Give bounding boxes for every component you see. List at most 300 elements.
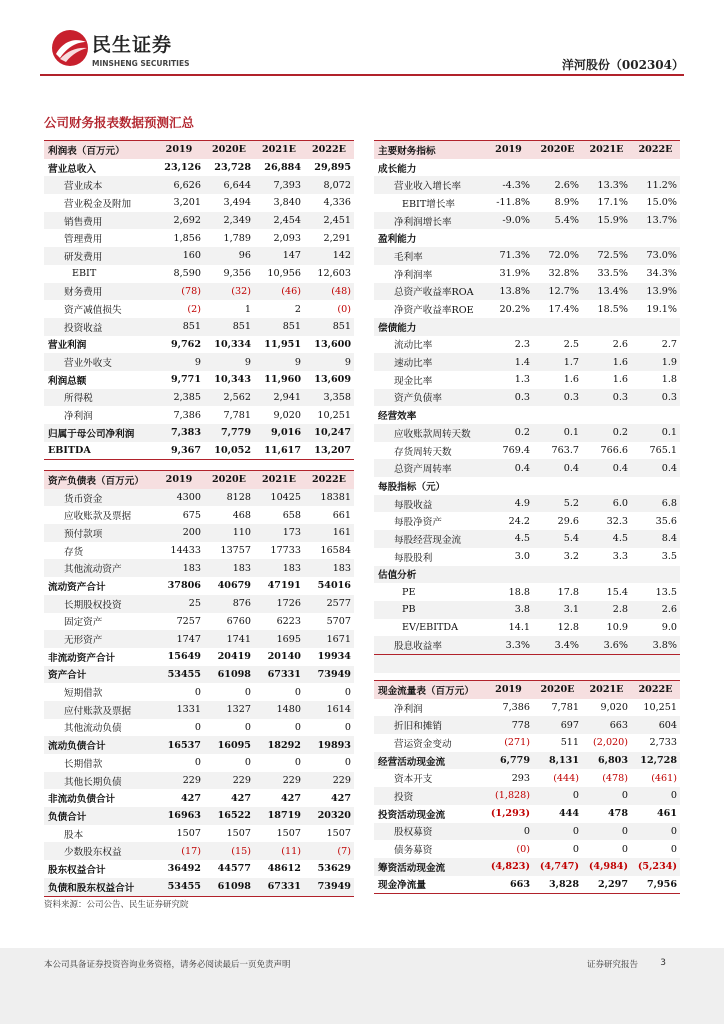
table-row [374,583,680,601]
table-row [374,477,680,495]
row-label: 其他流动负债 [64,723,122,735]
value-cell: 851 [254,318,304,336]
value-cell: 32.8% [548,268,579,280]
table-row [44,336,354,354]
header-cell: 2020E [204,141,254,159]
table-row [44,489,354,507]
value-cell: 0 [244,721,251,733]
value-cell: 0.2 [582,424,631,442]
value-cell: 3.8% [631,636,680,654]
value-cell: 468 [232,509,251,521]
row-label: 经营效率 [378,411,417,423]
value-cell: 658 [282,509,301,521]
value-cell: 1614 [304,701,354,719]
table-row [44,842,354,860]
value-cell: 72.0% [533,247,582,265]
value-cell: 18719 [254,807,304,825]
value-cell: 8,072 [304,176,354,194]
table-header-row [374,681,680,699]
table-row [374,442,680,460]
value-cell: 23,126 [164,162,201,174]
row-label: EBIT [72,268,97,280]
header-divider [40,74,684,76]
value-cell: 15.0% [646,197,677,209]
header-cell: 2021E [254,471,304,489]
value-cell: 17.1% [597,197,628,209]
value-cell: 1741 [204,630,254,648]
value-cell: 13.8% [484,283,533,301]
row-label: 股本 [64,829,84,841]
value-cell: 40679 [217,580,251,592]
table-row [374,371,680,389]
value-cell: 1747 [154,630,204,648]
value-cell: 10,251 [643,702,677,714]
value-cell: 183 [204,559,254,577]
value-cell: 0.4 [582,459,631,477]
row-label: 净利润增长率 [374,212,484,230]
value-cell: 8.9% [554,197,579,209]
row-label: 营业外收支 [44,353,154,371]
table-row [44,807,354,825]
table-row [44,789,354,807]
value-cell: 0 [631,823,680,841]
value-cell: 17.8 [557,586,579,598]
value-cell: 9 [254,353,304,371]
value-cell: 4.5 [484,530,533,548]
value-cell: 5.4 [533,530,582,548]
value-cell: 10,343 [214,374,251,386]
value-cell: 3.8 [484,601,533,619]
table-row [44,825,354,843]
value-cell: 1671 [304,630,354,648]
value-cell: 5707 [326,615,351,627]
row-label: 每股股利 [394,552,433,564]
row-label: 营业税金及附加 [64,198,132,210]
value-cell: 72.5% [582,247,631,265]
table-row [374,424,680,442]
value-cell: 6,644 [204,176,254,194]
value-cell: 5.2 [533,495,582,513]
value-cell: 7,383 [154,424,204,442]
row-label: 净利润率 [394,269,433,281]
value-cell: 33.5% [597,268,628,280]
value-cell: 183 [304,559,354,577]
row-label: EBITDA [44,442,154,460]
table-row [374,787,680,805]
table-row [374,265,680,283]
value-cell: 7,386 [173,409,201,421]
value-cell: 7,779 [204,424,254,442]
row-label: 利润总额 [48,375,87,387]
row-label: 估值分析 [374,566,484,584]
header-cell: 2019 [484,141,533,159]
value-cell: 0 [244,686,251,698]
value-cell: 11,960 [264,374,301,386]
table-row [44,860,354,878]
value-cell: 13757 [220,545,251,557]
value-cell: 173 [254,524,304,542]
value-cell [533,477,582,495]
value-cell: 293 [511,772,530,784]
row-label: EV/EBITDA [402,621,459,633]
income-statement-table [44,140,354,460]
table-row [374,858,680,876]
value-cell: 0.3 [631,389,680,407]
header-cell: 主要财务指标 [374,141,484,159]
value-cell: 73949 [304,666,354,684]
value-cell: 7,956 [631,876,680,894]
header-cell: 2022E [304,471,354,489]
value-cell: 10,247 [304,424,354,442]
table-row [374,769,680,787]
value-cell: 2,941 [254,389,304,407]
table-row [44,701,354,719]
value-cell [484,406,533,424]
value-cell: 1507 [326,828,351,840]
value-cell: 0.4 [533,459,582,477]
value-cell: 10,334 [214,338,251,350]
value-cell: (4,984) [582,858,631,876]
value-cell: 2.3 [514,338,530,350]
value-cell: 2.7 [661,338,677,350]
value-cell: (15) [204,842,254,860]
value-cell [533,159,582,177]
value-cell: 1507 [276,828,301,840]
value-cell: 0 [484,823,533,841]
value-cell: 15649 [167,651,201,663]
value-cell: 2.6 [631,601,680,619]
row-label: 资产负债率 [374,389,484,407]
value-cell: 1695 [254,630,304,648]
row-label: 研发费用 [44,247,154,265]
value-cell: 32.3 [606,515,628,527]
value-cell: 14433 [170,545,201,557]
row-label: 应收账款及票据 [64,511,132,523]
value-cell: 3,828 [533,876,582,894]
disclaimer-text: 本公司具备证券投资咨询业务资格，请务必阅读最后一页免责声明 [44,960,291,970]
value-cell: 8128 [204,489,254,507]
value-cell: 0.2 [484,424,533,442]
row-label: 应收账款周转天数 [374,424,484,442]
value-cell: 3.1 [533,601,582,619]
header-cell: 利润表（百万元） [44,141,154,159]
value-cell: 769.4 [502,445,530,457]
value-cell [582,318,631,336]
value-cell: 0 [244,757,251,769]
row-label: PB [374,601,484,619]
value-cell: 61098 [204,666,254,684]
value-cell: (78) [154,283,204,301]
row-label: 投资活动现金流 [378,809,446,821]
row-label: 非流动资产合计 [48,652,116,664]
table-row [374,336,680,354]
value-cell: 44577 [217,863,251,875]
header-cell: 2019 [484,681,533,699]
table-row [374,247,680,265]
row-label: 流动负债合计 [44,736,154,754]
value-cell: (32) [204,283,254,301]
row-label: EBIT增长率 [402,198,456,210]
row-label: 营业收入增长率 [374,176,484,194]
value-cell: 160 [154,247,204,265]
row-label: 营运资金变动 [394,738,452,750]
header-cell: 2019 [154,141,204,159]
row-label: 负债和股东权益合计 [44,878,154,896]
value-cell: 13,600 [314,338,351,350]
table-row [374,406,680,424]
balance-sheet-table [44,470,354,897]
value-cell: 2,451 [304,212,354,230]
value-cell: 96 [204,247,254,265]
value-cell: 9,367 [154,442,204,460]
table-row [374,389,680,407]
value-cell: 12.8 [557,621,579,633]
value-cell: 7257 [176,615,201,627]
section-title: 公司财务报表数据预测汇总 [44,115,195,130]
row-label: 存货周转天数 [394,446,452,458]
row-label: 货币资金 [44,489,154,507]
row-label: 债务募资 [394,845,433,857]
value-cell: 9,771 [170,374,201,386]
row-label: 净资产收益率ROE [394,305,474,317]
row-label: 毛利率 [374,247,484,265]
table-row [44,683,354,701]
row-label: 净利润 [394,703,423,715]
value-cell: 6223 [276,615,301,627]
value-cell: 10.9 [606,621,628,633]
row-label: 流动比率 [394,340,433,352]
value-cell: 0.1 [631,424,680,442]
row-label: 偿债能力 [374,318,484,336]
table-header-row [44,141,354,159]
value-cell: 9,356 [223,268,251,280]
value-cell: 73.0% [631,247,680,265]
table-row [44,229,354,247]
value-cell: 2,733 [649,737,677,749]
value-cell: 20.2% [499,303,530,315]
value-cell [631,477,680,495]
value-cell: 0 [533,787,582,805]
value-cell: (17) [154,842,204,860]
value-cell: 697 [533,716,582,734]
page-header [0,0,724,80]
value-cell: 6760 [226,615,251,627]
value-cell: 511 [560,737,579,749]
table-row [374,212,680,230]
value-cell [631,159,680,177]
value-cell: 11.2% [631,176,680,194]
value-cell: 1.4 [484,353,533,371]
value-cell: 7,386 [502,702,530,714]
row-label: 盈利能力 [378,234,417,246]
row-label: 股东权益合计 [48,864,106,876]
row-label: 存货 [64,546,84,558]
value-cell: 427 [230,792,251,804]
value-cell: 9,020 [600,702,628,714]
row-label: 归属于母公司净利润 [44,424,154,442]
table-row [44,318,354,336]
value-cell: -4.3% [484,176,533,194]
value-cell [631,566,680,584]
header-cell: 现金流量表（百万元） [374,681,484,699]
row-label: 净利润 [64,411,93,423]
row-label: 股权募资 [374,823,484,841]
value-cell: 0 [631,787,680,805]
report-type-label: 证券研究报告 [586,960,638,970]
table-row [44,159,354,177]
row-label: 销售费用 [44,212,154,230]
value-cell: 47191 [267,580,301,592]
value-cell: 1507 [226,828,251,840]
value-cell [533,406,582,424]
value-cell: 13,207 [304,442,354,460]
value-cell: 13.3% [582,176,631,194]
row-label: 非流动负债合计 [48,794,116,806]
value-cell: 12,728 [631,752,680,770]
header-cell: 2020E [533,141,582,159]
value-cell: 2.8 [582,601,631,619]
value-cell: 0.3 [582,389,631,407]
value-cell: 20140 [267,651,301,663]
value-cell: 2,562 [204,389,254,407]
table-row [44,772,354,790]
table-row [44,442,354,460]
value-cell: 427 [280,792,301,804]
value-cell: 14.1 [508,621,530,633]
value-cell: 661 [332,509,351,521]
table-row [374,353,680,371]
row-label: 营业利润 [48,340,87,352]
value-cell: (0) [516,843,530,855]
value-cell: 4.9 [484,495,533,513]
row-label: PE [402,586,416,598]
value-cell: (7) [304,842,354,860]
table-row [44,524,354,542]
row-label: 总资产周转率 [374,459,484,477]
header-cell: 资产负债表（百万元） [44,471,154,489]
value-cell: 10,956 [267,268,301,280]
value-cell: 3.3% [484,636,533,654]
table-row [374,530,680,548]
table-row [374,752,680,770]
value-cell: 11,951 [264,338,301,350]
value-cell: 19.1% [646,303,677,315]
value-cell: 478 [607,808,628,820]
value-cell: 0 [194,757,201,769]
value-cell: (2,020) [593,737,628,749]
value-cell: 1.6 [612,374,628,386]
row-label: 负债合计 [44,807,154,825]
value-cell: 2,454 [254,212,304,230]
value-cell: 1480 [254,701,304,719]
value-cell: 6,803 [582,752,631,770]
value-cell: (46) [254,283,304,301]
row-label: 少数股东权益 [44,842,154,860]
value-cell: 3,358 [304,389,354,407]
row-label: 成长能力 [378,163,417,175]
value-cell: 1,856 [173,232,201,244]
value-cell: 2,297 [582,876,631,894]
value-cell: 53455 [154,666,204,684]
table-row [374,566,680,584]
value-cell: 48612 [267,863,301,875]
header-cell: 2022E [304,141,354,159]
value-cell: 73949 [304,878,354,896]
row-label: 所得税 [44,389,154,407]
value-cell: 35.6 [655,515,677,527]
value-cell: 142 [304,247,354,265]
header-cell: 2021E [254,141,304,159]
value-cell: (11) [254,842,304,860]
value-cell: 0 [344,686,351,698]
value-cell: 13.5 [655,586,677,598]
value-cell: 461 [656,808,677,820]
row-label: 筹资活动现金流 [374,858,484,876]
value-cell: 2577 [304,595,354,613]
value-cell: 0 [582,823,631,841]
table-row [44,878,354,896]
value-cell: 7,393 [254,176,304,194]
value-cell: 9 [304,353,354,371]
value-cell: 8,131 [533,752,582,770]
stock-name: 洋河股份（002304） [561,58,684,72]
value-cell: 20320 [304,807,354,825]
value-cell [582,159,631,177]
value-cell: (48) [304,283,354,301]
value-cell: 18292 [254,736,304,754]
value-cell: 10,052 [204,442,254,460]
brand-name-en: MINSHENG SECURITIES [92,59,190,68]
table-row [44,559,354,577]
value-cell: 6.8 [631,495,680,513]
value-cell: 851 [154,318,204,336]
row-label: 投资 [374,787,484,805]
row-label: 其他长期负债 [44,772,154,790]
value-cell: 18.5% [597,303,628,315]
value-cell: 16963 [154,807,204,825]
table-row [44,542,354,560]
table-row [374,159,680,177]
value-cell: 0 [621,843,628,855]
value-cell: 12,603 [317,268,351,280]
value-cell: 444 [558,808,579,820]
table-row [374,229,680,247]
value-cell: (4,823) [484,858,533,876]
value-cell [484,477,533,495]
value-cell: 763.7 [551,445,579,457]
brand-name [92,30,190,68]
value-cell: 1.9 [631,353,680,371]
value-cell: 5.4% [533,212,582,230]
table-row [374,636,680,654]
value-cell: 9 [154,353,204,371]
value-cell: 29.6 [557,515,579,527]
value-cell: 0 [194,721,201,733]
table-row [44,265,354,283]
value-cell: 3,201 [173,197,201,209]
value-cell: 3.4% [533,636,582,654]
value-cell: 53629 [317,863,351,875]
value-cell: (461) [651,772,677,784]
value-cell: 427 [330,792,351,804]
row-label: 每股收益 [374,495,484,513]
table-row [44,300,354,318]
value-cell [631,406,680,424]
table-row [374,495,680,513]
table-row [44,424,354,442]
value-cell: 2.5 [563,338,579,350]
value-cell: 6,626 [154,176,204,194]
